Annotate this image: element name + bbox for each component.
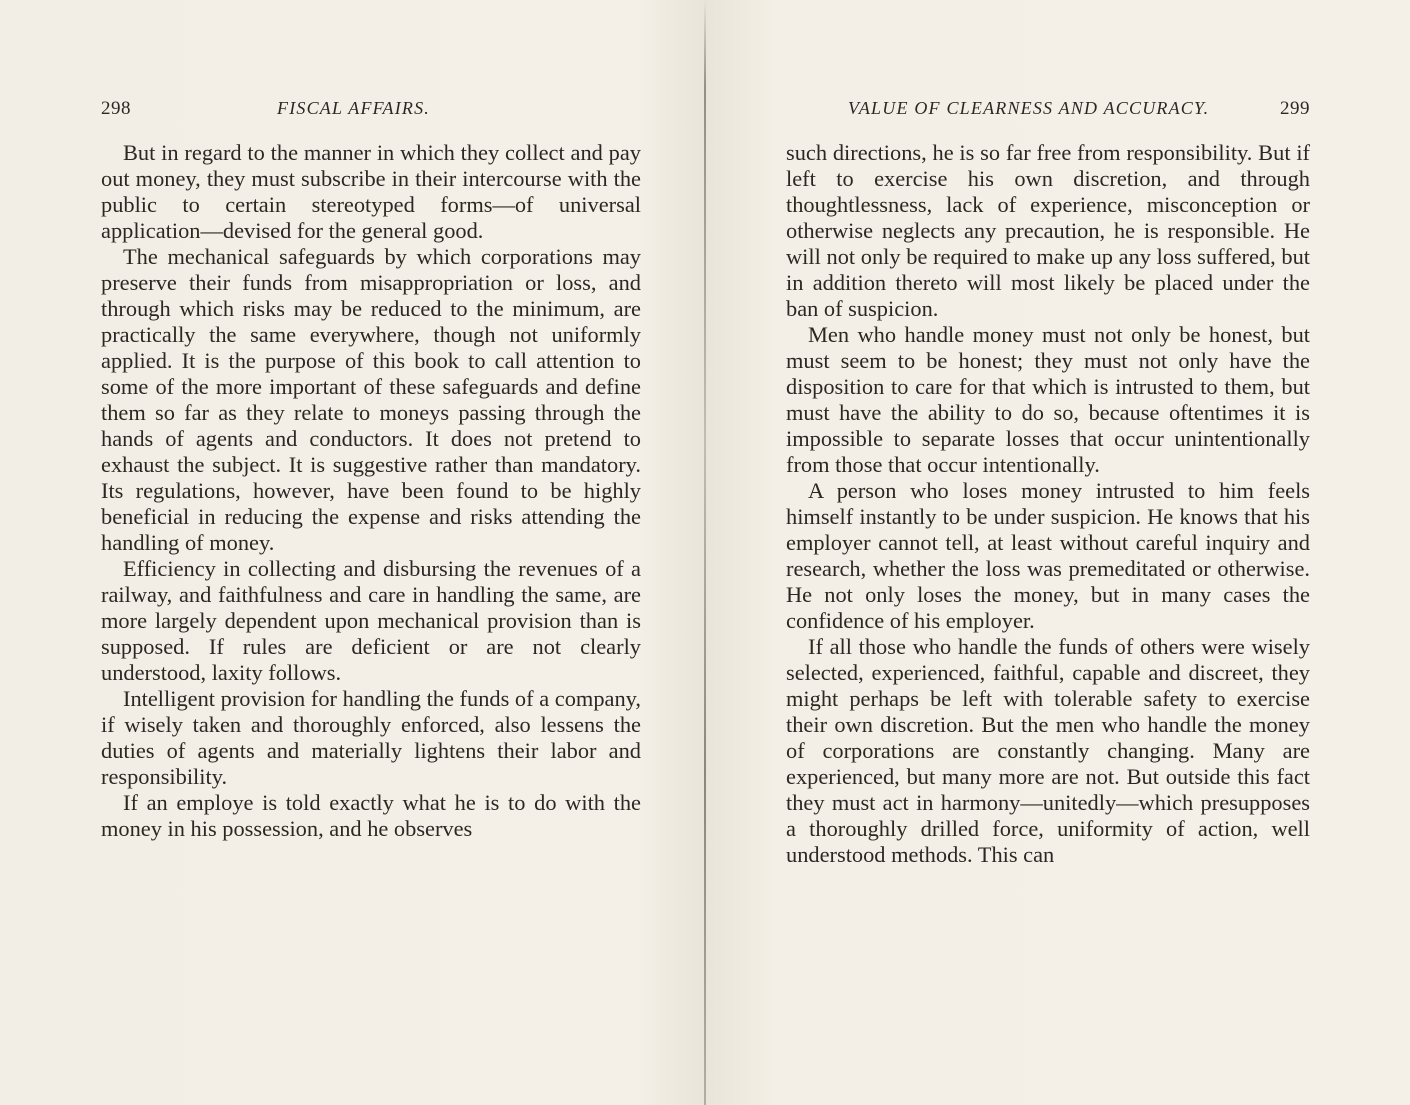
left-page-number: 298: [101, 98, 131, 119]
left-paragraph-4: Intelligent provision for handling the funds of a company, if wisely taken and thoroughly enforced, also lessens the duties of agents and materially lightens their labor and responsibility.: [101, 686, 641, 789]
left-paragraph-2: The mechanical safeguards by which corporations may preserve their funds from misappropriation or loss, and through which risks may be reduced to the minimum, are practically the same everywhere, though not uniformly applied. It is the purpose of this book to call attention to some of the more important of these safeguards and define them so far as they relate to moneys passing through the hands of agents and conductors. It does not pretend to exhaust the subject. It is suggestive rather than mandatory. Its regulations, however, have been found to be highly beneficial in reducing the expense and risks attending the handling of money.: [101, 244, 641, 555]
right-paragraph-3: A person who loses money intrusted to him feels himself instantly to be under suspicion. He knows that his employer cannot tell, at least without careful inquiry and research, whether the loss was premeditated or otherwise. He not only loses the money, but in many cases the confidence of his employer.: [786, 478, 1310, 633]
left-running-title: FISCAL AFFAIRS.: [277, 98, 430, 118]
right-paragraph-1: such directions, he is so far free from responsibility. But if left to exercise his own discretion, and through thoughtlessness, lack of experience, misconception or otherwise neglects any precaution, he is responsible. He will not only be required to make up any loss suffered, but in addition thereto will most likely be placed under the ban of suspicion.: [786, 140, 1310, 321]
right-running-title: VALUE OF CLEARNESS AND ACCURACY.: [848, 98, 1210, 118]
right-running-head: [786, 98, 1310, 124]
left-paragraph-5: If an employe is told exactly what he is to do with the money in his possession, and he observes: [101, 790, 641, 841]
left-running-head: [101, 98, 641, 124]
left-paragraph-3: Efficiency in collecting and disbursing the revenues of a railway, and faithfulness and care in handling the same, are more largely dependent upon mechanical provision than is supposed. If rules are deficient or are not clearly understood, laxity follows.: [101, 556, 641, 685]
right-body-text: [786, 140, 1310, 868]
book-gutter: [704, 0, 706, 1105]
left-paragraph-1: But in regard to the manner in which they collect and pay out money, they must subscribe in their intercourse with the public to certain stereotyped forms—of universal application—devised for the general good.: [101, 140, 641, 243]
right-page-number: 299: [1280, 98, 1310, 119]
left-body-text: [101, 140, 641, 842]
left-page: [101, 0, 641, 1105]
right-paragraph-2: Men who handle money must not only be honest, but must seem to be honest; they must not only have the disposition to care for that which is intrusted to them, but must have the ability to do so, because oftentimes it is impossible to separate losses that occur unintentionally from those that occur intentionally.: [786, 322, 1310, 477]
right-page: [786, 0, 1310, 1105]
right-paragraph-4: If all those who handle the funds of others were wisely selected, experienced, faithful, capable and discreet, they might perhaps be left with tolerable safety to exercise their own discretion. But the men who handle the money of corporations are constantly changing. Many are experienced, but many more are not. But outside this fact they must act in harmony—unitedly—which presupposes a thoroughly drilled force, uniformity of action, well understood methods. This can: [786, 634, 1310, 867]
